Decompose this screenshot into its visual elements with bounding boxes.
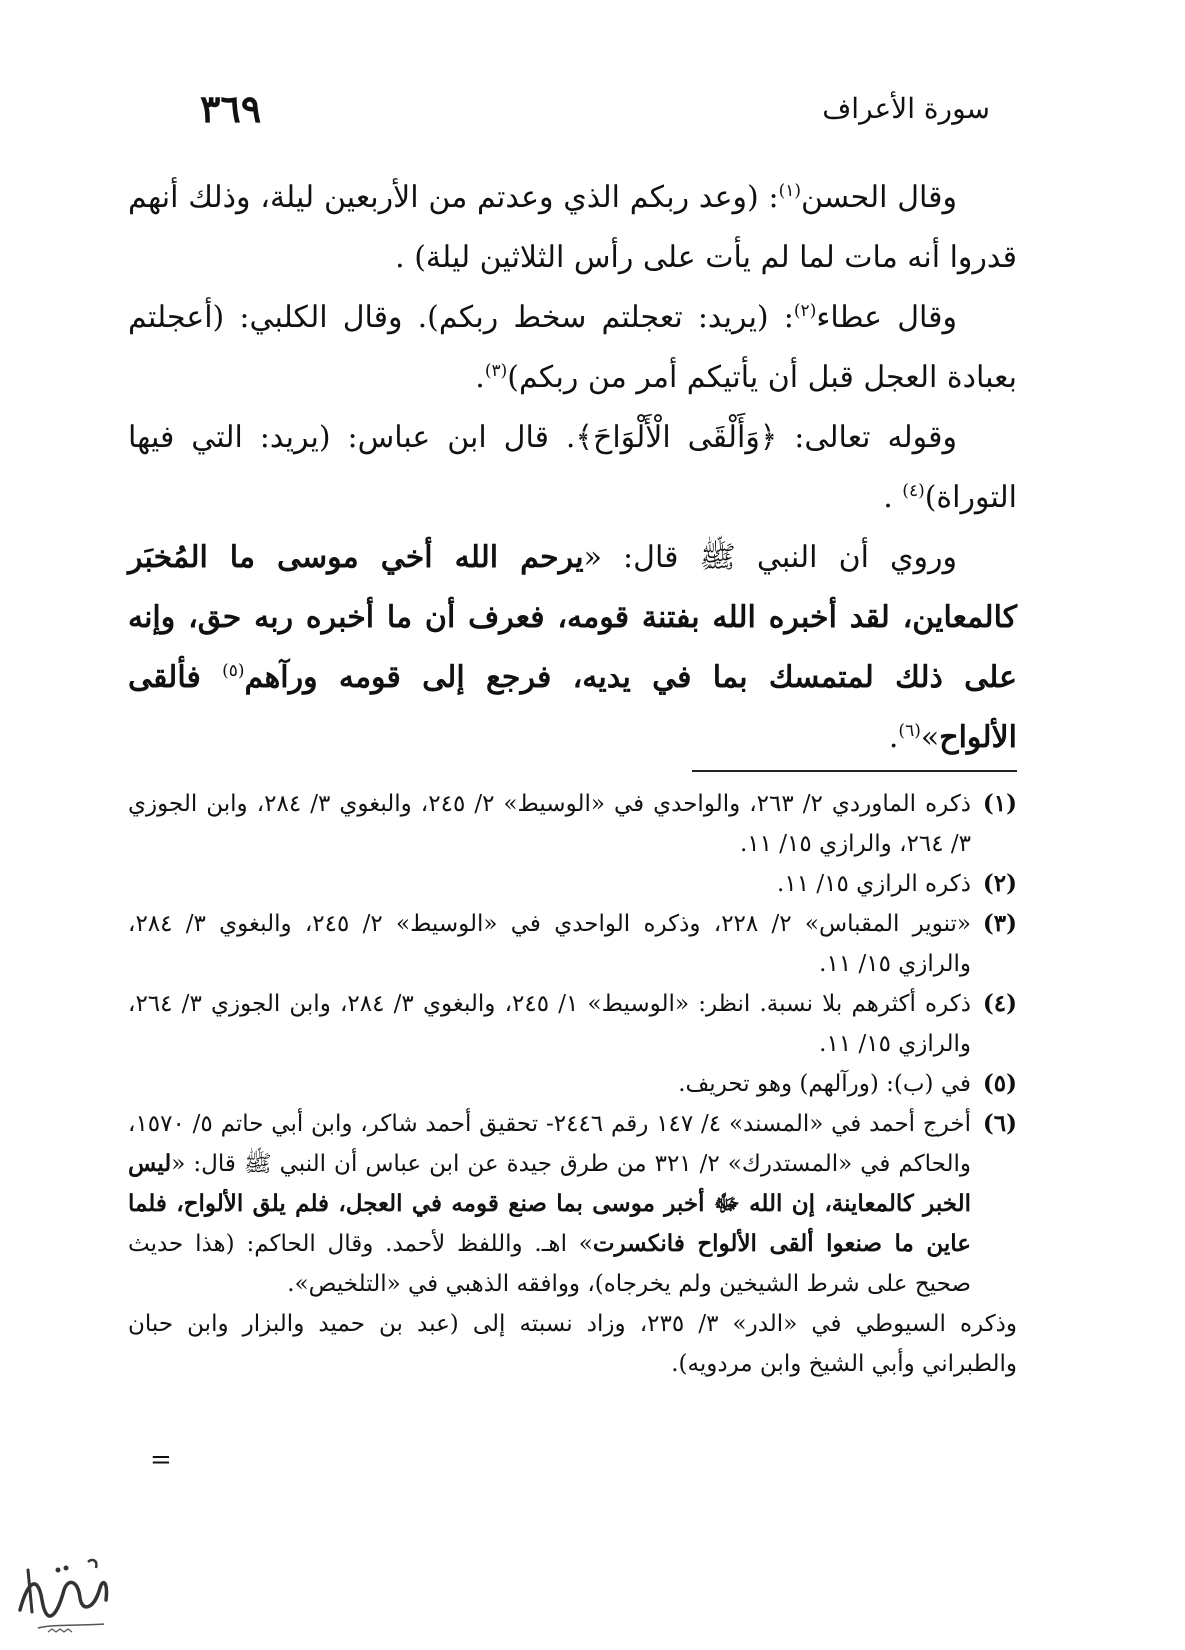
main-text [128,168,1017,768]
footnote-continuation: وذكره السيوطي في «الدر» ٣/ ٢٣٥، وزاد نسبته إلى (عبد بن حميد والبزار وابن حبان والطبراني وأبي الشيخ وابن مردويه). [128,1311,1017,1377]
footnote-6-hadith: ليس الخبر كالمعاينة، إن الله ﷻ أخبر موسى بما صنع قومه في العجل، فلم يلق الألواح، فلما عاين ما صنعوا ألقى الألواح فانكسرت [128,1150,971,1257]
footnote-ref-6[interactable]: (٦) [898,721,921,741]
surah-title: سورة الأعراف [822,92,990,125]
paragraph-verse: وقوله تعالى: ﴿وَأَلْقَى الْأَلْوَاحَ﴾. قال ابن عباس: (يريد: التي فيها التوراة)$^{(٤)}$ . [128,420,1017,515]
paragraph-ata: وقال عطاء$^{(٢)}$: (يريد: تعجلتم سخط ربكم). وقال الكلبي: (أعجلتم بعبادة العجل قبل أن يأتيكم أمر من ربكم)$^{(٣)}$. [128,300,1017,395]
footnote-1: (١) ذكره الماوردي ٢/ ٢٦٣، والواحدي في «الوسيط» ٢/ ٢٤٥، والبغوي ٣/ ٢٨٤، وابن الجوزي ٣/ ٢٦٤، والرازي ١٥/ ١١. [128,790,1017,857]
watermark-logo [8,1540,118,1640]
continuation-mark: = [150,1445,172,1475]
footnote-ref-3[interactable]: (٣) [484,361,508,381]
footnote-4: (٤) ذكره أكثرهم بلا نسبة. انظر: «الوسيط» ١/ ٢٤٥، والبغوي ٣/ ٢٨٤، وابن الجوزي ٣/ ٢٦٤، والرازي ١٥/ ١١. [128,990,1017,1057]
footnote-2: (٢) ذكره الرازي ١٥/ ١١. [777,870,1017,897]
footnote-ref-5[interactable]: (٥) [222,661,245,681]
page-number: ٣٦٩ [200,86,262,131]
hadith-text: يرحم الله أخي موسى ما المُخبَر كالمعاين، لقد أخبره الله بفتنة قومه، فعرف أن ما أخبره ربه حق، وإنه على ذلك لمتمسك بما في يديه، فرجع إلى قومه ورآهم [128,540,1017,695]
paragraph-hasan: وقال الحسن$^{(١)}$: (وعد ربكم الذي وعدتم من الأربعين ليلة، وذلك أنهم قدروا أنه مات لما لم يأت على رأس الثلاثين ليلة) . [128,180,1017,275]
page-header [130,86,990,142]
footnote-divider [692,770,1017,772]
footnote-ref-2[interactable]: (٢) [793,301,817,321]
footnote-ref-4[interactable]: (٤) [902,481,925,501]
footnote-6: (٦) أخرج أحمد في «المسند» ٤/ ١٤٧ رقم ٢٤٤٦- تحقيق أحمد شاكر، وابن أبي حاتم ٥/ ١٥٧٠، والحاكم في «المستدرك» ٢/ ٣٢١ من طرق جيدة عن ابن عباس أن النبي ﷺ قال: «ليس الخبر كالمعاينة، إن الله ﷻ أخبر موسى بما صنع قومه في العجل، فلم يلق الألواح، فلما عاين ما صنعوا ألقى الألواح فانكسرت» اهـ. واللفظ لأحمد. وقال الحاكم: (هذا حديث صحيح على شرط الشيخين ولم يخرجاه)، ووافقه الذهبي في «التلخيص». [128,1110,1017,1297]
footnote-ref-1[interactable]: (١) [778,181,802,201]
footnote-3: (٣) «تنوير المقباس» ٢/ ٢٢٨، وذكره الواحدي في «الوسيط» ٢/ ٢٤٥، والبغوي ٣/ ٢٨٤، والرازي ١٥/ ١١. [128,910,1017,977]
footnotes [128,784,1017,1384]
footnote-5: (٥) في (ب): (ورآلهم) وهو تحريف. [678,1070,1017,1097]
paragraph-hadith: وروي أن النبي ﷺ قال: «يرحم الله أخي موسى ما المُخبَر كالمعاين، لقد أخبره الله بفتنة قومه، فعرف أن ما أخبره ربه حق، وإنه على ذلك لمتمسك بما في يديه، فرجع إلى قومه ورآهم$^{(٥)}$ فألقى الألواح»$^{(٦)}$. [128,540,1017,755]
calligraphy-logo-icon [8,1540,118,1640]
